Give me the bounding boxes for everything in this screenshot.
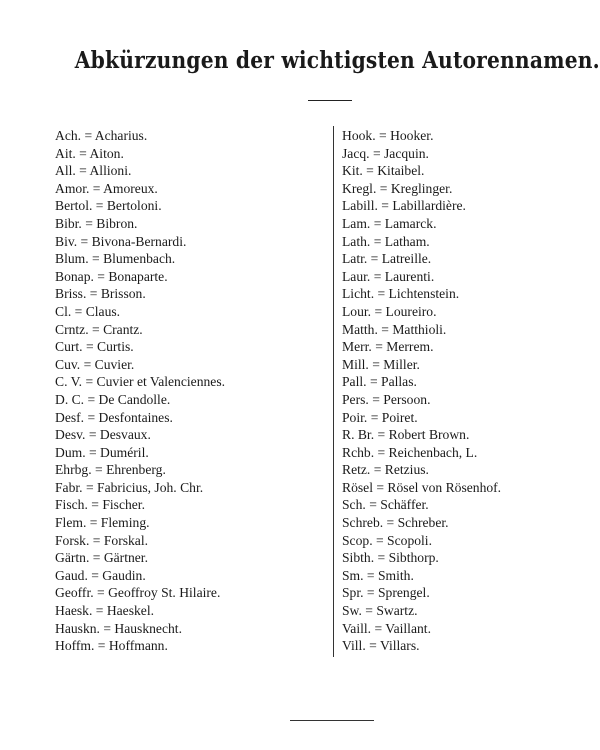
abbreviation-entry: Haesk. = Haeskel. (55, 603, 155, 619)
abbreviation-entry: Geoffr. = Geoffroy St. Hilaire. (55, 585, 221, 601)
column-divider (333, 126, 334, 657)
abbreviation-entry: Pers. = Persoon. (342, 391, 431, 407)
abbreviation-entry: Ehrbg. = Ehrenberg. (55, 462, 166, 478)
abbreviation-entry: Desv. = Desvaux. (55, 427, 151, 443)
abbreviation-entry: Schreb. = Schreber. (342, 515, 449, 531)
abbreviation-entry: Sch. = Schäffer. (342, 497, 429, 513)
abbreviation-entry: Pall. = Pallas. (342, 374, 417, 390)
abbreviation-entry: Blum. = Blumenbach. (55, 251, 176, 267)
abbreviation-entry: Flem. = Fleming. (55, 515, 150, 531)
abbreviation-entry: Retz. = Retzius. (342, 462, 429, 478)
abbreviation-entry: Gaud. = Gaudin. (55, 567, 146, 583)
abbreviation-entry: Sm. = Smith. (342, 567, 414, 583)
abbreviation-entry: Forsk. = Forskal. (55, 532, 149, 548)
title-rule (308, 100, 352, 101)
abbreviation-entry: Lath. = Latham. (342, 233, 430, 249)
abbreviation-entry: Fisch. = Fischer. (55, 497, 145, 513)
bottom-rule (290, 720, 374, 721)
abbreviation-entry: Licht. = Lichtenstein. (342, 286, 460, 302)
abbreviation-entry: Biv. = Bivona-Bernardi. (55, 233, 187, 249)
abbreviation-entry: Bibr. = Bibron. (55, 215, 138, 231)
abbreviation-entry: Jacq. = Jacquin. (342, 145, 429, 161)
abbreviation-entry: Bertol. = Bertoloni. (55, 198, 162, 214)
abbreviation-entry: All. = Allioni. (55, 163, 132, 179)
abbreviation-entry: Rösel = Rösel von Rösenhof. (342, 479, 502, 495)
abbreviation-entry: Kregl. = Kreglinger. (342, 180, 453, 196)
abbreviation-entry: Sibth. = Sibthorp. (342, 550, 439, 566)
abbreviation-entry: Crntz. = Crantz. (55, 321, 143, 337)
abbreviation-entry: Ach. = Acharius. (55, 128, 148, 143)
abbreviation-entry: Latr. = Latreille. (342, 251, 432, 267)
abbreviation-entry: R. Br. = Robert Brown. (342, 427, 470, 443)
abbreviation-entry: Cl. = Claus. (55, 303, 121, 319)
left-abbreviation-column (55, 127, 325, 655)
abbreviation-entry: Curt. = Curtis. (55, 339, 134, 355)
abbreviation-entry: Lam. = Lamarck. (342, 215, 437, 231)
page-title: Abkürzungen der wichtigsten Autorennamen. (74, 47, 600, 74)
abbreviation-entry: Ait. = Aiton. (55, 145, 124, 161)
right-abbreviation-column (342, 127, 592, 655)
abbreviation-entry: Kit. = Kitaibel. (342, 163, 425, 179)
abbreviation-entry: Briss. = Brisson. (55, 286, 146, 302)
abbreviation-entry: Vill. = Villars. (342, 638, 420, 654)
abbreviation-entry: Matth. = Matthioli. (342, 321, 447, 337)
abbreviation-entry: Hoffm. = Hoffmann. (55, 638, 168, 654)
abbreviation-entry: Scop. = Scopoli. (342, 532, 432, 548)
abbreviation-entry: Mill. = Miller. (342, 356, 420, 372)
abbreviation-entry: Fabr. = Fabricius, Joh. Chr. (55, 479, 204, 495)
abbreviation-entry: Hauskn. = Hausknecht. (55, 620, 182, 636)
abbreviation-entry: Poir. = Poiret. (342, 409, 418, 425)
abbreviation-entry: Bonap. = Bonaparte. (55, 268, 168, 284)
abbreviation-entry: Rchb. = Reichenbach, L. (342, 444, 478, 460)
abbreviation-entry: Hook. = Hooker. (342, 128, 434, 143)
abbreviation-entry: Sw. = Swartz. (342, 603, 418, 619)
abbreviation-entry: Laur. = Laurenti. (342, 268, 435, 284)
abbreviation-entry: Lour. = Loureiro. (342, 303, 437, 319)
abbreviation-entry: Spr. = Sprengel. (342, 585, 430, 601)
abbreviation-entry: D. C. = De Candolle. (55, 391, 171, 407)
abbreviation-entry: C. V. = Cuvier et Valenciennes. (55, 374, 226, 390)
abbreviation-entry: Dum. = Duméril. (55, 444, 149, 460)
abbreviation-entry: Vaill. = Vaillant. (342, 620, 431, 636)
abbreviation-entry: Cuv. = Cuvier. (55, 356, 135, 372)
abbreviation-entry: Desf. = Desfontaines. (55, 409, 173, 425)
abbreviation-entry: Gärtn. = Gärtner. (55, 550, 148, 566)
abbreviation-entry: Labill. = Labillardière. (342, 198, 466, 214)
abbreviation-entry: Merr. = Merrem. (342, 339, 434, 355)
abbreviation-entry: Amor. = Amoreux. (55, 180, 158, 196)
